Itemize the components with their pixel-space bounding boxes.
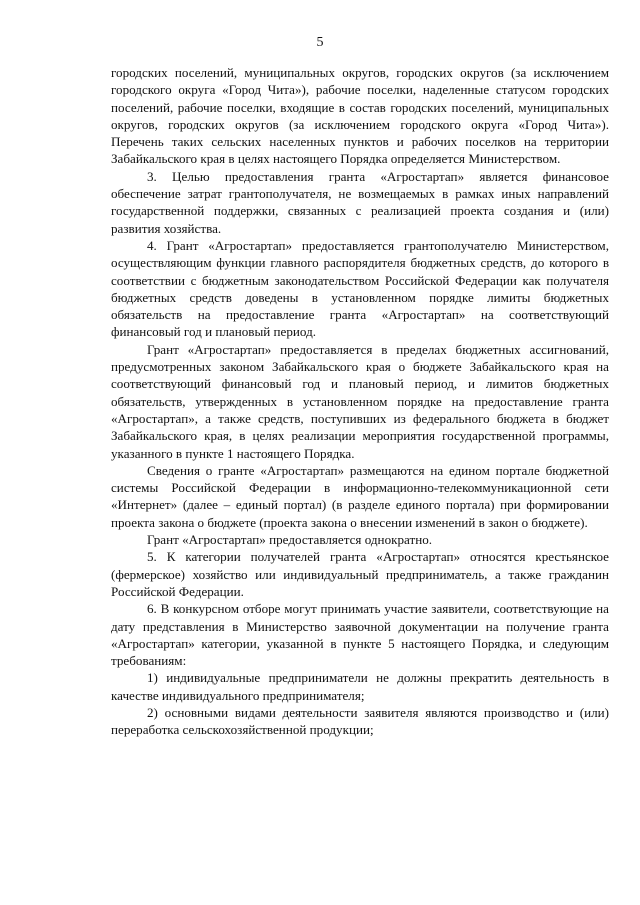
paragraph-grant-once: Грант «Агростартап» предоставляется однократно. xyxy=(147,532,433,548)
paragraph-item-4: 4. Грант «Агростартап» предоставляется грантополучателю Министерством, осуществляющим функции главного распорядителя бюджетных средств, до которого в соответствии с бюджетным законодательством Российской Федерации как получателя бюджетных средств доведены в установленном порядке лимиты бюджетных обязательств на предоставление гранта «Агростартап» на соответствующий финансовый год и плановый период. xyxy=(111,237,609,340)
paragraph-continuation: городских поселений, муниципальных округов, городских округов (за исключением городского округа «Город Чита»), рабочие поселки, наделенные статусом городских поселений, рабочие поселки, входящие в состав городских поселений, муниципальных округов, городских округов (за исключением городского округа «Город Чита»). Перечень таких сельских населенных пунктов и рабочих поселков на территории Забайкальского края в целях настоящего Порядка определяется Министерством. xyxy=(111,65,609,167)
paragraph-item-6: 6. В конкурсном отборе могут принимать участие заявители, соответствующие на дату представления в Министерство заявочной документации на получение гранта «Агростартап» категории, указанной в пункте 5 настоящего Порядка, и следующим требованиям: xyxy=(111,601,609,669)
paragraph-budget-allocations: Грант «Агростартап» предоставляется в пределах бюджетных ассигнований, предусмотренных законом Забайкальского края о бюджете Забайкальского края на соответствующий финансовый год и плановый период, и лимитов бюджетных обязательств, утвержденных в установленном порядке на предоставление гранта «Агростартап», а также средств, поступивших из федерального бюджета в бюджет Забайкальского края, в целях реализации мероприятия государственной программы, указанного в пункте 1 настоящего Порядка. xyxy=(111,341,609,461)
paragraph-grant-info-portal: Сведения о гранте «Агростартап» размещаются на едином портале бюджетной системы Российской Федерации в информационно-телекоммуникационной сети «Интернет» (далее – единый портал) (в разделе единого портала) при формировании проекта закона о бюджете (проекта закона о внесении изменений в закон о бюджете). xyxy=(111,462,609,530)
paragraph-requirement-2: 2) основными видами деятельности заявителя являются производство и (или) переработка сельскохозяйственной продукции; xyxy=(111,704,609,738)
paragraph-item-5: 5. К категории получателей гранта «Агростартап» относятся крестьянское (фермерское) хозяйство или индивидуальный предприниматель, а также гражданин Российской Федерации. xyxy=(111,549,609,599)
page-number: 5 xyxy=(316,35,324,50)
paragraph-item-3: 3. Целью предоставления гранта «Агростартап» является финансовое обеспечение затрат грантополучателя, не возмещаемых в рамках иных направлений государственной поддержки, связанных с реализацией проекта создания и (или) развития хозяйства. xyxy=(111,168,609,236)
document-body xyxy=(111,64,609,739)
paragraph-requirement-1: 1) индивидуальные предприниматели не должны прекратить деятельность в качестве индивидуального предпринимателя; xyxy=(111,670,609,703)
